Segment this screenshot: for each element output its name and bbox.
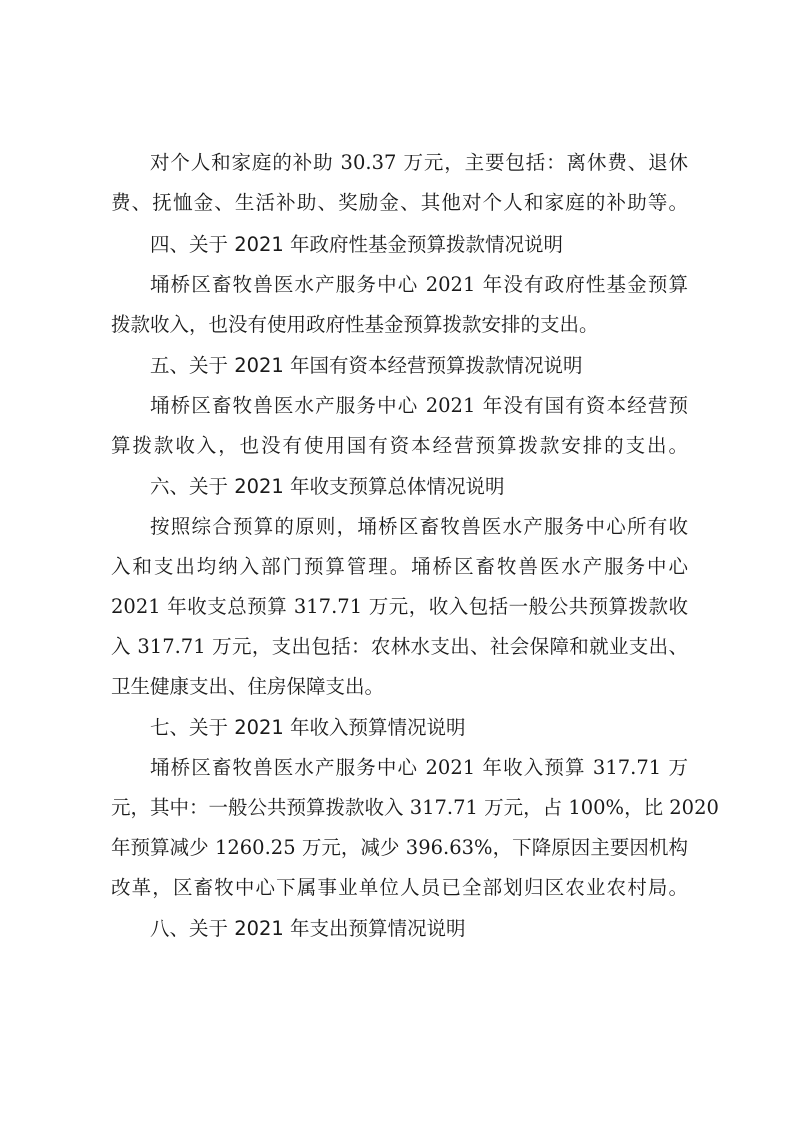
paragraph-line: 费、抚恤金、生活补助、奖励金、其他对个人和家庭的补助等。: [111, 191, 688, 214]
paragraph-line: 埇桥区畜牧兽医水产服务中心 2021 年没有政府性基金预算: [150, 273, 688, 296]
paragraph-line: 算拨款收入，也没有使用国有资本经营预算拨款安排的支出。: [111, 434, 688, 457]
section-heading-5: 五、关于 2021 年国有资本经营预算拨款情况说明: [150, 354, 583, 377]
paragraph-line: 入 317.71 万元，支出包括：农林水支出、社会保障和就业支出、: [111, 635, 688, 658]
section-heading-6: 六、关于 2021 年收支预算总体情况说明: [150, 475, 505, 498]
paragraph-line: 埇桥区畜牧兽医水产服务中心 2021 年收入预算 317.71 万: [150, 756, 688, 779]
section-heading-7: 七、关于 2021 年收入预算情况说明: [150, 716, 466, 739]
paragraph-line: 2021 年收支总预算 317.71 万元，收入包括一般公共预算拨款收: [111, 595, 688, 618]
paragraph-line: 改革，区畜牧中心下属事业单位人员已全部划归区农业农村局。: [111, 876, 688, 899]
paragraph-line: 卫生健康支出、住房保障支出。: [111, 675, 385, 698]
paragraph-line: 年预算减少 1260.25 万元，减少 396.63%，下降原因主要因机构: [111, 836, 688, 859]
paragraph-line: 按照综合预算的原则，埇桥区畜牧兽医水产服务中心所有收: [150, 515, 688, 538]
paragraph-line: 对个人和家庭的补助 30.37 万元，主要包括：离休费、退休: [150, 151, 688, 174]
paragraph-line: 元，其中：一般公共预算拨款收入 317.71 万元，占 100%，比 2020: [111, 796, 719, 819]
paragraph-line: 埇桥区畜牧兽医水产服务中心 2021 年没有国有资本经营预: [150, 394, 688, 417]
paragraph-line: 入和支出均纳入部门预算管理。埇桥区畜牧兽医水产服务中心: [111, 555, 688, 578]
paragraph-line: 拨款收入，也没有使用政府性基金预算拨款安排的支出。: [111, 313, 599, 336]
section-heading-8: 八、关于 2021 年支出预算情况说明: [150, 917, 466, 940]
section-heading-4: 四、关于 2021 年政府性基金预算拨款情况说明: [150, 233, 564, 256]
